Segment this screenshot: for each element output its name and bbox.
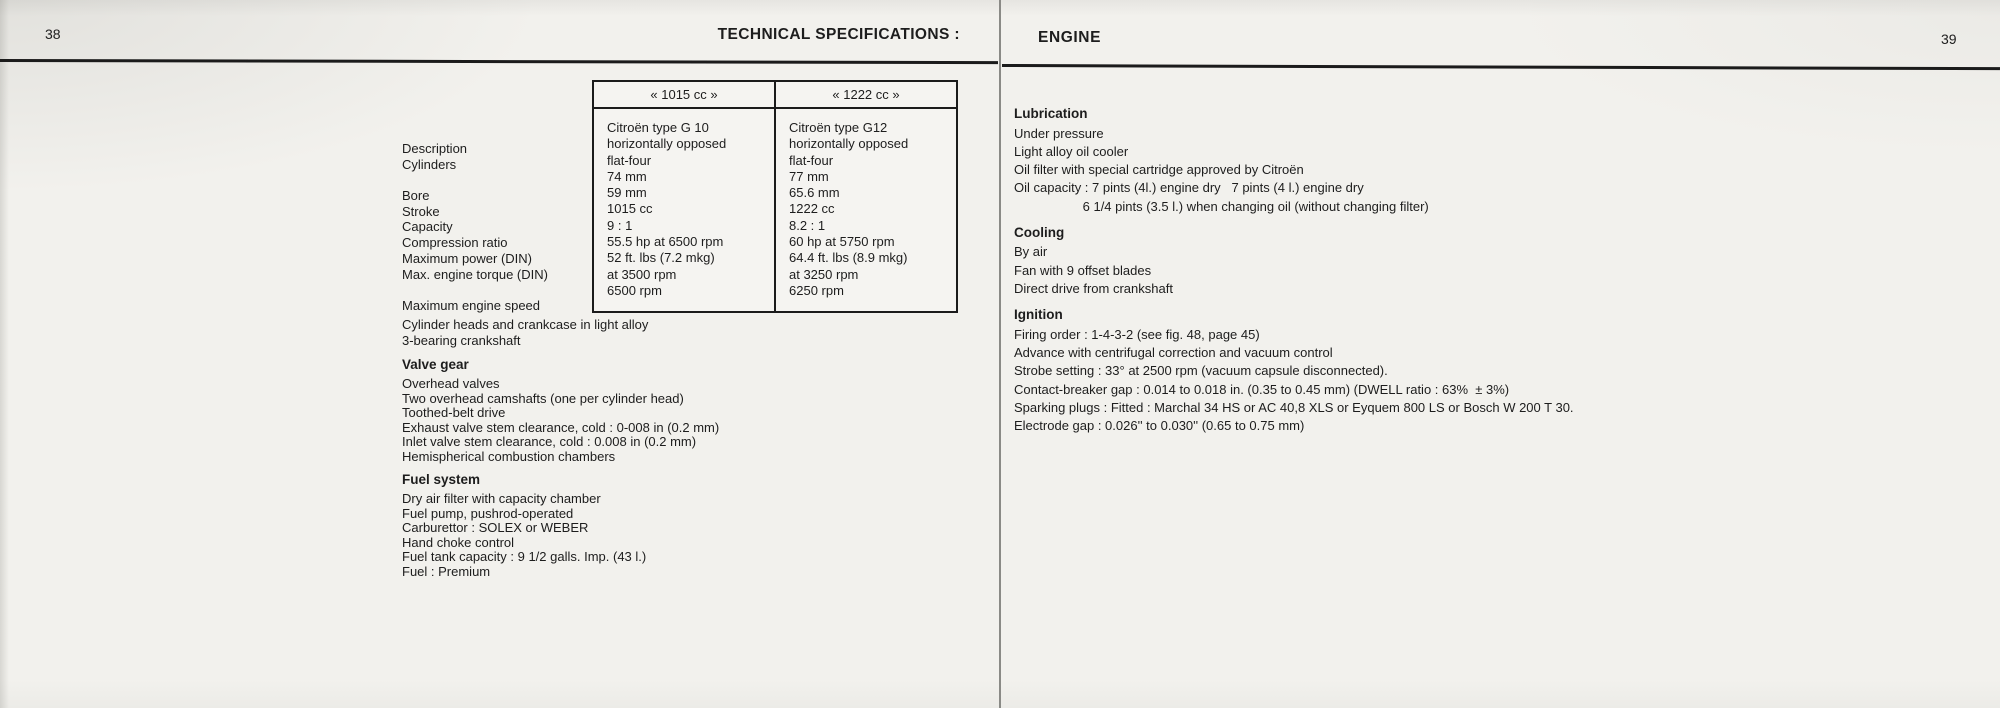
text-line: Two overhead camshafts (one per cylinder head) [402,390,684,406]
spec-table-column [594,82,774,311]
text-line: 6 1/4 pints (3.5 l.) when changing oil (without changing filter) [1014,198,1429,214]
spec-value-line: 6500 rpm [607,282,662,298]
text-line: Firing order : 1-4-3-2 (see fig. 48, page 45) [1014,326,1260,342]
spec-value-line: Citroën type G 10 [607,120,709,135]
spec-value-line: at 3500 rpm [607,266,677,282]
text-line: Advance with centrifugal correction and vacuum control [1014,345,1333,361]
spec-label: Maximum power (DIN) [402,250,533,266]
spec-table-column-body [594,109,774,311]
text-line: Strobe setting : 33° at 2500 rpm (vacuum capsule disconnected). [1014,363,1388,379]
text-line: Exhaust valve stem clearance, cold : 0-008 in (0.2 mm) [402,419,720,435]
page-number-left: 38 [45,26,61,42]
spec-table [592,80,958,313]
spec-value-line: 9 : 1 [607,217,633,233]
spec-label [402,172,548,188]
spec-value-line: 74 mm [607,168,647,184]
spec-value-line: 1222 cc [789,201,835,217]
text-line: Light alloy oil cooler [1014,143,1129,159]
text-line: Sparking plugs : Fitted : Marchal 34 HS or AC 40,8 XLS or Eyquem 800 LS or Bosch W 200 T 30. [1014,400,1574,416]
right-header-rule [1002,64,2000,70]
spec-table-column-header: « 1222 cc » [776,82,956,109]
section-heading: Ignition [1014,307,1063,323]
spec-value-line: 52 ft. lbs (7.2 mkg) [607,250,715,266]
spec-label: Maximum engine speed [402,297,541,313]
spec-value-line: at 3250 rpm [789,266,859,282]
section-heading: Lubrication [1014,106,1088,121]
spec-value-line: Citroën type G12 [789,120,888,135]
right-page-title: ENGINE [1038,29,1102,46]
text-line: Overhead valves [402,376,500,391]
spec-value-line: 55.5 hp at 6500 rpm [607,234,724,250]
spec-label: Cylinders [402,156,457,172]
text-line: Fuel pump, pushrod-operated [402,505,574,521]
spec-value-line: flat-four [607,152,652,168]
spec-label: Capacity [402,219,453,235]
text-line: Hand choke control [402,534,515,550]
spec-label-column [402,141,548,314]
left-page-body [402,317,962,579]
spec-value-line: horizontally opposed [607,136,727,152]
text-line: Fuel : Premium [402,563,491,579]
text-line: Direct drive from crankshaft [1014,281,1173,297]
spec-value-line: 65.6 mm [789,185,840,201]
spec-label [402,282,548,298]
section-heading: Cooling [1014,224,1065,240]
text-line: Fan with 9 offset blades [1014,262,1152,278]
right-page-body [1014,105,1964,436]
section-heading: Valve gear [402,357,469,372]
spec-value-line: flat-four [789,152,834,168]
spec-label: Max. engine torque (DIN) [402,266,548,282]
spec-table-column [774,82,956,311]
text-line: Contact-breaker gap : 0.014 to 0.018 in. (0.35 to 0.45 mm) (DWELL ratio : 63% ± 3%) [1014,381,1510,397]
text-line: Under pressure [1014,125,1104,141]
text-line: Electrode gap : 0.026'' to 0.030'' (0.65 to 0.75 mm) [1014,418,1305,434]
text-line: Hemispherical combustion chambers [402,448,616,464]
spec-table-column-header: « 1015 cc » [594,82,774,109]
spec-label: Compression ratio [402,235,508,251]
spec-value-line: 60 hp at 5750 rpm [789,234,895,250]
text-line: Oil filter with special cartridge approved by Citroën [1014,162,1304,178]
text-line: Carburettor : SOLEX or WEBER [402,520,589,535]
spec-label: Description [402,141,468,156]
left-header-rule [0,59,998,64]
spec-value-line: 64.4 ft. lbs (8.9 mkg) [789,250,908,266]
spec-value-line: 77 mm [789,168,829,184]
spec-value-line: 1015 cc [607,201,653,217]
text-line: 3-bearing crankshaft [402,333,521,348]
spec-label: Bore [402,188,430,204]
spec-label: Stroke [402,203,440,219]
spec-value-line: 6250 rpm [789,282,844,298]
text-line: Inlet valve stem clearance, cold : 0.008 in (0.2 mm) [402,434,697,449]
page-number-right: 39 [1941,31,1957,47]
text-line: By air [1014,244,1048,260]
left-page-title: TECHNICAL SPECIFICATIONS : [717,26,960,43]
section-heading: Fuel system [402,472,481,487]
text-line: Toothed-belt drive [402,405,506,420]
text-line: Fuel tank capacity : 9 1/2 galls. Imp. (43 l.) [402,549,647,564]
text-line: Dry air filter with capacity chamber [402,491,601,506]
spec-value-line: 8.2 : 1 [789,217,826,233]
text-line: Cylinder heads and crankcase in light alloy [402,317,649,332]
spec-value-line: horizontally opposed [789,136,909,152]
spec-value-line: 59 mm [607,185,647,201]
page-gutter-line [999,0,1001,708]
page-edge-shadow [0,0,9,708]
text-line: Oil capacity : 7 pints (4l.) engine dry 7 pints (4 l.) engine dry [1014,180,1364,196]
spec-table-column-body [776,109,956,311]
